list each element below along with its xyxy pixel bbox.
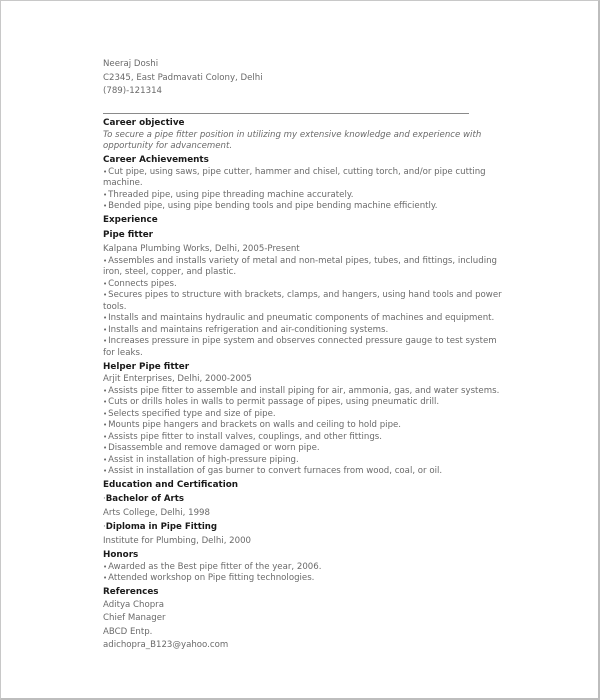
job-entry xyxy=(103,229,523,360)
achievement-list xyxy=(103,167,503,213)
contact-address: C2345, East Padmavati Colony, Delhi xyxy=(103,72,263,83)
job-meta: Kalpana Plumbing Works, Delhi, 2005-Present xyxy=(103,243,300,254)
job-entry xyxy=(103,361,523,478)
job-duties-list xyxy=(103,256,503,360)
section-title: Experience xyxy=(103,214,158,225)
list-item: • Assist in installation of high-pressure piping. xyxy=(103,455,503,467)
section-references xyxy=(103,586,523,653)
section-title: Career objective xyxy=(103,117,185,128)
education-entry xyxy=(103,521,523,548)
reference-name: Aditya Chopra xyxy=(103,599,164,610)
section-career-achievements xyxy=(103,154,523,213)
degree-meta: Arts College, Delhi, 1998 xyxy=(103,507,210,518)
honors-list xyxy=(103,562,503,585)
list-item: • Bended pipe, using pipe bending tools and pipe bending machine efficiently. xyxy=(103,201,503,213)
list-item: • Attended workshop on Pipe fitting technologies. xyxy=(103,573,503,585)
reference-company: ABCD Entp. xyxy=(103,626,153,637)
section-education xyxy=(103,479,523,548)
job-title: Helper Pipe fitter xyxy=(103,362,190,372)
resume-content xyxy=(103,58,523,653)
contact-block xyxy=(103,58,523,99)
list-item: • Installs and maintains refrigeration and air-conditioning systems. xyxy=(103,325,503,337)
section-experience xyxy=(103,214,523,478)
list-item: • Cuts or drills holes in walls to permit passage of pipes, using pneumatic drill. xyxy=(103,397,503,409)
list-item: • Mounts pipe hangers and brackets on walls and ceiling to hold pipe. xyxy=(103,420,503,432)
section-title: References xyxy=(103,586,159,597)
section-honors xyxy=(103,549,523,585)
section-career-objective xyxy=(103,117,523,153)
degree-title: · Bachelor of Arts xyxy=(103,493,523,506)
list-item: • Threaded pipe, using pipe threading machine accurately. xyxy=(103,190,503,202)
list-item: • Assembles and installs variety of metal and non-metal pipes, tubes, and fittings, including iron, steel, copper, and plastic. xyxy=(103,256,503,279)
list-item: • Secures pipes to structure with brackets, clamps, and hangers, using hand tools and power tools. xyxy=(103,290,503,313)
list-item: • Connects pipes. xyxy=(103,279,503,291)
section-title: Education and Certification xyxy=(103,479,239,490)
list-item: • Assists pipe fitter to install valves, couplings, and other fittings. xyxy=(103,432,503,444)
list-item: • Awarded as the Best pipe fitter of the year, 2006. xyxy=(103,562,503,574)
contact-name: Neeraj Doshi xyxy=(103,59,159,69)
reference-position: Chief Manager xyxy=(103,613,166,623)
job-meta: Arjit Enterprises, Delhi, 2000-2005 xyxy=(103,374,252,384)
job-title: Pipe fitter xyxy=(103,229,154,240)
list-item: • Assist in installation of gas burner to convert furnaces from wood, coal, or oil. xyxy=(103,466,503,478)
list-item: • Assists pipe fitter to assemble and install piping for air, ammonia, gas, and water systems. xyxy=(103,386,503,398)
separator-line xyxy=(103,101,469,114)
reference-email: adichopra_B123@yahoo.com xyxy=(103,640,229,650)
section-title: Career Achievements xyxy=(103,154,209,165)
objective-text: To secure a pipe fitter position in utilizing my extensive knowledge and experience with opportunity for advancement. xyxy=(103,129,482,151)
education-entry xyxy=(103,493,523,520)
contact-phone: (789)-121314 xyxy=(103,86,163,96)
list-item: • Increases pressure in pipe system and observes connected pressure gauge to test system for leaks. xyxy=(103,336,503,359)
list-item: • Installs and maintains hydraulic and pneumatic components of machines and equipment. xyxy=(103,313,503,325)
degree-title: · Diploma in Pipe Fitting xyxy=(103,521,523,534)
list-item: • Cut pipe, using saws, pipe cutter, hammer and chisel, cutting torch, and/or pipe cutting machine. xyxy=(103,167,503,190)
degree-meta: Institute for Plumbing, Delhi, 2000 xyxy=(103,535,252,546)
list-item: • Selects specified type and size of pipe. xyxy=(103,409,503,421)
section-title: Honors xyxy=(103,549,139,560)
job-duties-list xyxy=(103,386,503,478)
list-item: • Disassemble and remove damaged or worn pipe. xyxy=(103,443,503,455)
